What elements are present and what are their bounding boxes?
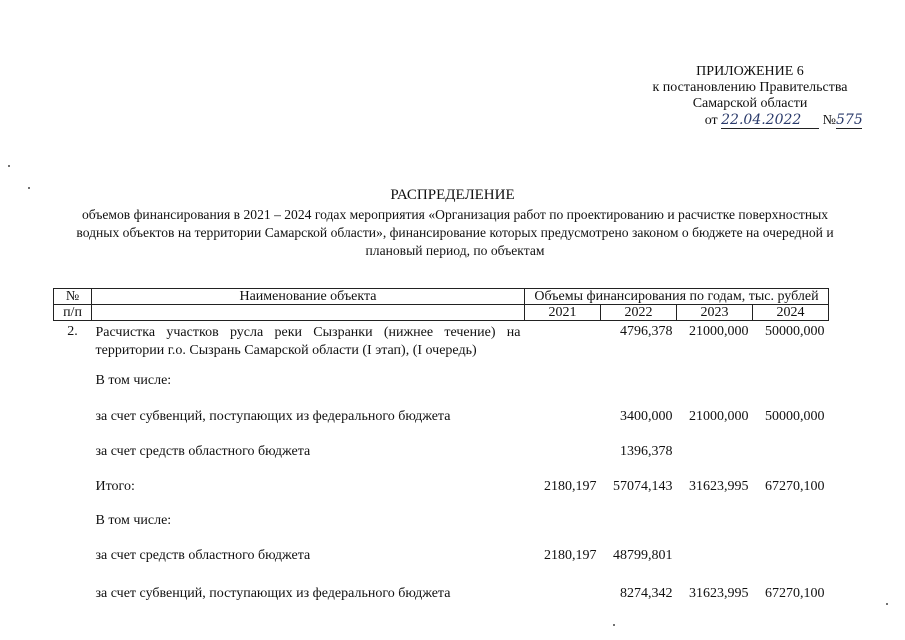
row-name: за счет субвенций, поступающих из федерального бюджета [95, 585, 451, 601]
row-value-2023: 31623,995 [689, 585, 749, 601]
row-value-2021 [525, 513, 601, 548]
row-value-2024 [753, 513, 829, 548]
scan-speck [28, 187, 30, 189]
table-row [54, 479, 829, 513]
row-number [54, 479, 92, 513]
row-value-2022 [601, 373, 677, 409]
document-title: РАСПРЕДЕЛЕНИЕ [390, 187, 515, 203]
row-value-2023 [677, 444, 753, 479]
row-value-2021: 2180,197 [544, 547, 597, 563]
row-value-2023 [677, 548, 753, 586]
row-value-2021 [525, 373, 601, 409]
row-number [54, 373, 92, 409]
row-value-2023 [677, 373, 753, 409]
row-value-2022: 8274,342 [620, 585, 673, 601]
row-number [54, 548, 92, 586]
row-value-2022: 1396,378 [620, 443, 673, 459]
header-num-top: № [54, 289, 92, 305]
row-value-2023: 31623,995 [689, 478, 749, 494]
scan-speck [886, 603, 888, 605]
header-name-empty [92, 305, 525, 321]
document-subtitle: объемов финансирования в 2021 – 2024 годах мероприятия «Организация работ по проектированию и расчистке поверхностных водных объектов на территории Самарской области», финансирование которых предусмотрено законом о бюджете на очередной и плановый период, по объектам [76, 207, 834, 258]
appendix-date-line [620, 112, 862, 129]
row-name: Итого: [95, 478, 135, 494]
header-year-2024: 2024 [753, 305, 829, 321]
row-value-2024: 50000,000 [765, 324, 825, 339]
row-value-2021: 2180,197 [544, 478, 597, 494]
header-year-2021: 2021 [525, 305, 601, 321]
row-name: за счет средств областного бюджета [95, 443, 311, 459]
row-value-2021 [525, 409, 601, 444]
financing-table [53, 288, 829, 606]
row-value-2024: 50000,000 [765, 408, 825, 424]
row-name: В том числе: [95, 372, 172, 388]
header-year-2022: 2022 [601, 305, 677, 321]
scan-speck [613, 624, 615, 626]
table-row [54, 548, 829, 586]
header-num-bottom: п/п [54, 305, 92, 321]
row-value-2023: 21000,000 [689, 324, 749, 339]
row-value-2024: 67270,100 [765, 478, 825, 494]
row-name: за счет субвенций, поступающих из федерального бюджета [95, 408, 451, 424]
handwritten-date: 22.04.2022 [721, 112, 819, 129]
table-row [54, 513, 829, 548]
appendix-line-resolution: к постановлению Правительства [652, 80, 848, 95]
row-number [54, 444, 92, 479]
header-year-2023: 2023 [677, 305, 753, 321]
appendix-line-region: Самарской области [692, 96, 808, 111]
row-name: В том числе: [95, 512, 172, 528]
row-value-2024 [753, 444, 829, 479]
row-value-2023: 21000,000 [689, 408, 749, 424]
row-value-2022: 3400,000 [620, 408, 673, 424]
date-prefix: от [704, 113, 718, 128]
row-value-2024: 67270,100 [765, 585, 825, 601]
row-value-2022 [601, 513, 677, 548]
appendix-title: ПРИЛОЖЕНИЕ 6 [696, 64, 804, 79]
scan-speck [8, 165, 10, 167]
row-value-2024 [753, 373, 829, 409]
row-value-2022: 4796,378 [620, 324, 673, 339]
table-row [54, 444, 829, 479]
row-number: 2. [67, 324, 78, 339]
table-row [54, 409, 829, 444]
header-volumes: Объемы финансирования по годам, тыс. рублей [525, 289, 829, 305]
header-object-name: Наименование объекта [92, 289, 525, 305]
row-number [54, 409, 92, 444]
row-value-2021 [525, 444, 601, 479]
table-row [54, 586, 829, 606]
handwritten-number: 575 [836, 112, 863, 128]
row-value-2021 [525, 586, 601, 606]
row-value-2024 [753, 548, 829, 586]
row-value-2022: 48799,801 [613, 547, 673, 563]
table-row [54, 373, 829, 409]
row-number [54, 513, 92, 548]
row-value-2021 [525, 321, 601, 373]
row-name: Расчистка участков русла реки Сызранки (нижнее течение) на территории г.о. Сызрань Самарской области (I этап), (I очередь) [95, 325, 521, 358]
row-value-2022: 57074,143 [613, 478, 673, 494]
row-value-2023 [677, 513, 753, 548]
number-prefix: № [822, 113, 836, 128]
table-row [54, 321, 829, 373]
row-number [54, 586, 92, 606]
appendix-block [620, 64, 880, 129]
row-name: за счет средств областного бюджета [95, 547, 311, 563]
